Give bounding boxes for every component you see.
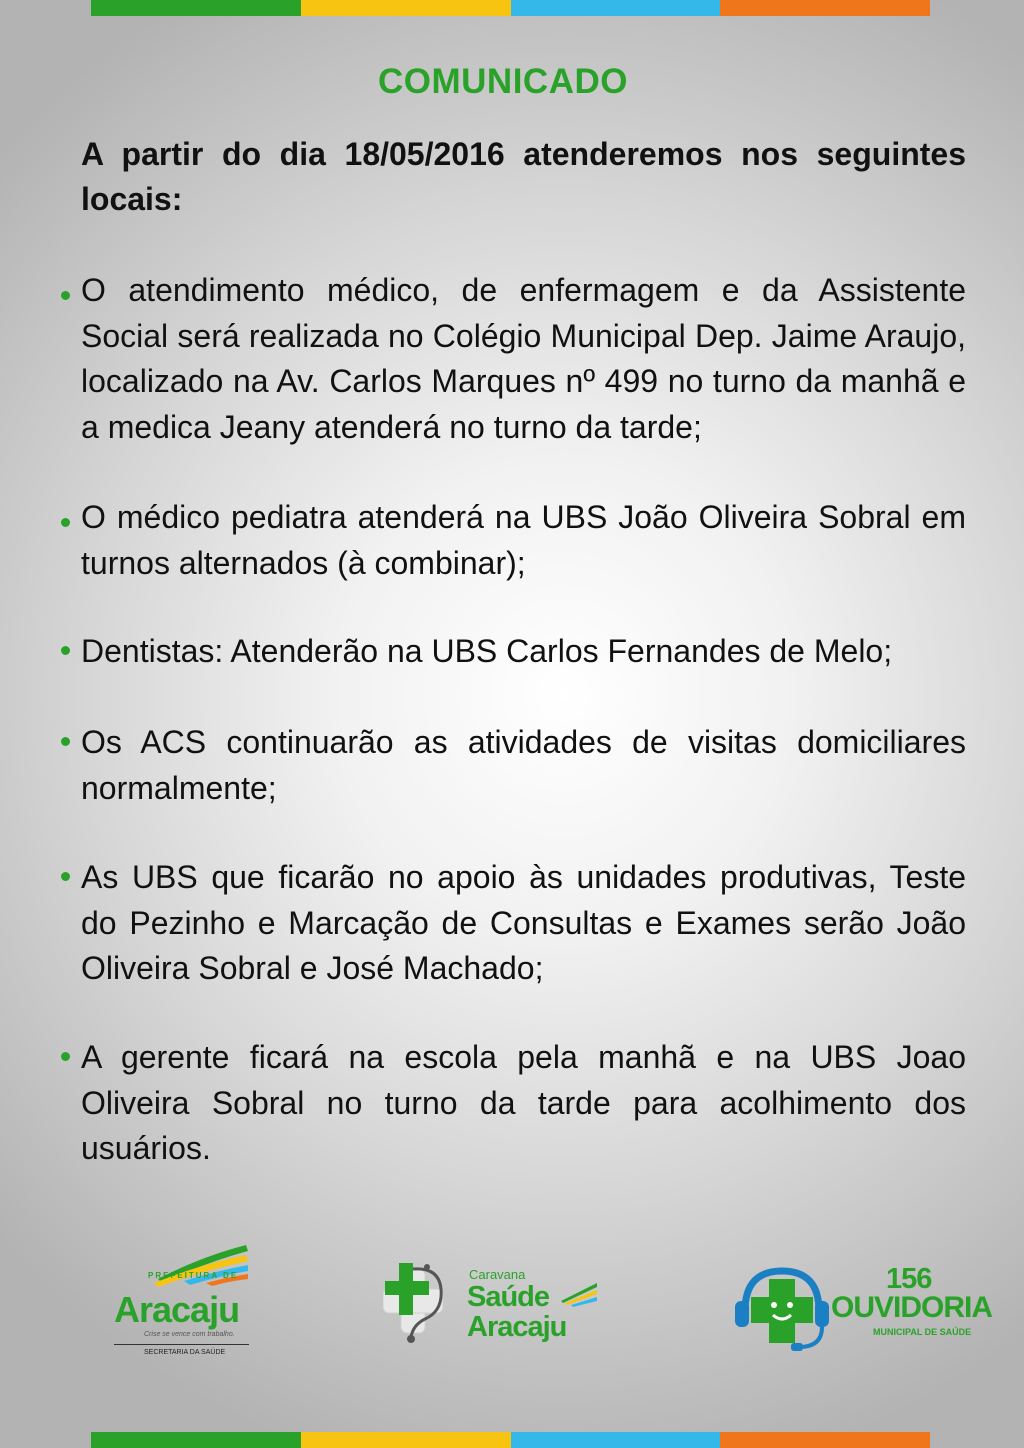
bullet-dot-icon <box>61 737 70 746</box>
caravana-label: Caravana <box>469 1267 526 1282</box>
page-title: COMUNICADO <box>378 62 628 101</box>
bullet-item-acs <box>56 720 966 811</box>
bullet-text: As UBS que ficarão no apoio às unidades produtivas, Teste do Pezinho e Marcação de Consultas e Exames serão João Oliveira Sobral e José Machado; <box>81 859 966 986</box>
aracaju-wordmark: Aracaju <box>114 1289 240 1330</box>
ouvidoria-wordmark: OUVIDORIA <box>831 1291 993 1324</box>
saude-wordmark: Saúde <box>467 1281 550 1313</box>
bullet-item-pediatrician <box>56 495 966 586</box>
divider <box>114 1344 249 1345</box>
bullet-text: O médico pediatra atenderá na UBS João Oliveira Sobral em turnos alternados (à combinar); <box>81 499 966 581</box>
bottom-color-stripe <box>91 1432 930 1448</box>
stripe-blue <box>511 0 721 16</box>
sunrise-stripes-icon <box>140 1243 250 1288</box>
stripe-blue <box>511 1432 721 1448</box>
stripe-yellow <box>301 0 511 16</box>
footer-logos <box>0 1235 1024 1375</box>
bullet-text: Dentistas: Atenderão na UBS Carlos Fernandes de Melo; <box>81 633 893 669</box>
stripes-accent-icon <box>559 1281 599 1307</box>
bullet-item-ubs-support <box>56 855 966 992</box>
top-color-stripe <box>91 0 930 16</box>
bullet-dot-icon <box>61 1052 70 1061</box>
aracaju-slogan: Crise se vence com trabalho. <box>144 1331 235 1338</box>
headset-cross-icon <box>733 1263 831 1355</box>
bullet-text: A gerente ficará na escola pela manhã e na UBS Joao Oliveira Sobral no turno da tarde para acolhimento dos usuários. <box>81 1039 966 1166</box>
bullet-dot-icon <box>61 291 70 300</box>
bullet-dot-icon <box>61 646 70 655</box>
department-label: SECRETARIA DA SAÚDE <box>144 1349 226 1356</box>
ouvidoria-subtitle: MUNICIPAL DE SAÚDE <box>873 1327 972 1337</box>
stripe-green <box>91 0 301 16</box>
bullet-dot-icon <box>61 872 70 881</box>
intro-paragraph: A partir do dia 18/05/2016 atenderemos nos seguintes locais: <box>81 136 966 217</box>
aracaju-logo <box>110 1243 270 1373</box>
ouvidoria-number: 156 <box>886 1263 932 1295</box>
ouvidoria-logo <box>733 1263 993 1358</box>
stripe-green <box>91 1432 301 1448</box>
stripe-yellow <box>301 1432 511 1448</box>
caravana-saude-logo <box>383 1259 603 1369</box>
stripe-orange <box>720 1432 930 1448</box>
bullet-item-medical <box>56 268 966 450</box>
bullet-text: O atendimento médico, de enfermagem e da Assistente Social será realizada no Colégio Municipal Dep. Jaime Araujo, localizado na Av. Carlos Marques nº 499 no turno da manhã e a medica Jeany atenderá no turno da tarde; <box>81 272 966 445</box>
bullet-dot-icon <box>61 518 70 527</box>
bullet-item-manager <box>56 1035 966 1172</box>
stethoscope-cross-icon <box>383 1259 463 1344</box>
prefeitura-label: PREFEITURA DE <box>148 1271 239 1280</box>
bullet-text: Os ACS continuarão as atividades de visitas domiciliares normalmente; <box>81 724 966 806</box>
aracaju-wordmark-2: Aracaju <box>467 1311 567 1343</box>
bullet-item-dentists <box>56 629 966 675</box>
stripe-orange <box>720 0 930 16</box>
